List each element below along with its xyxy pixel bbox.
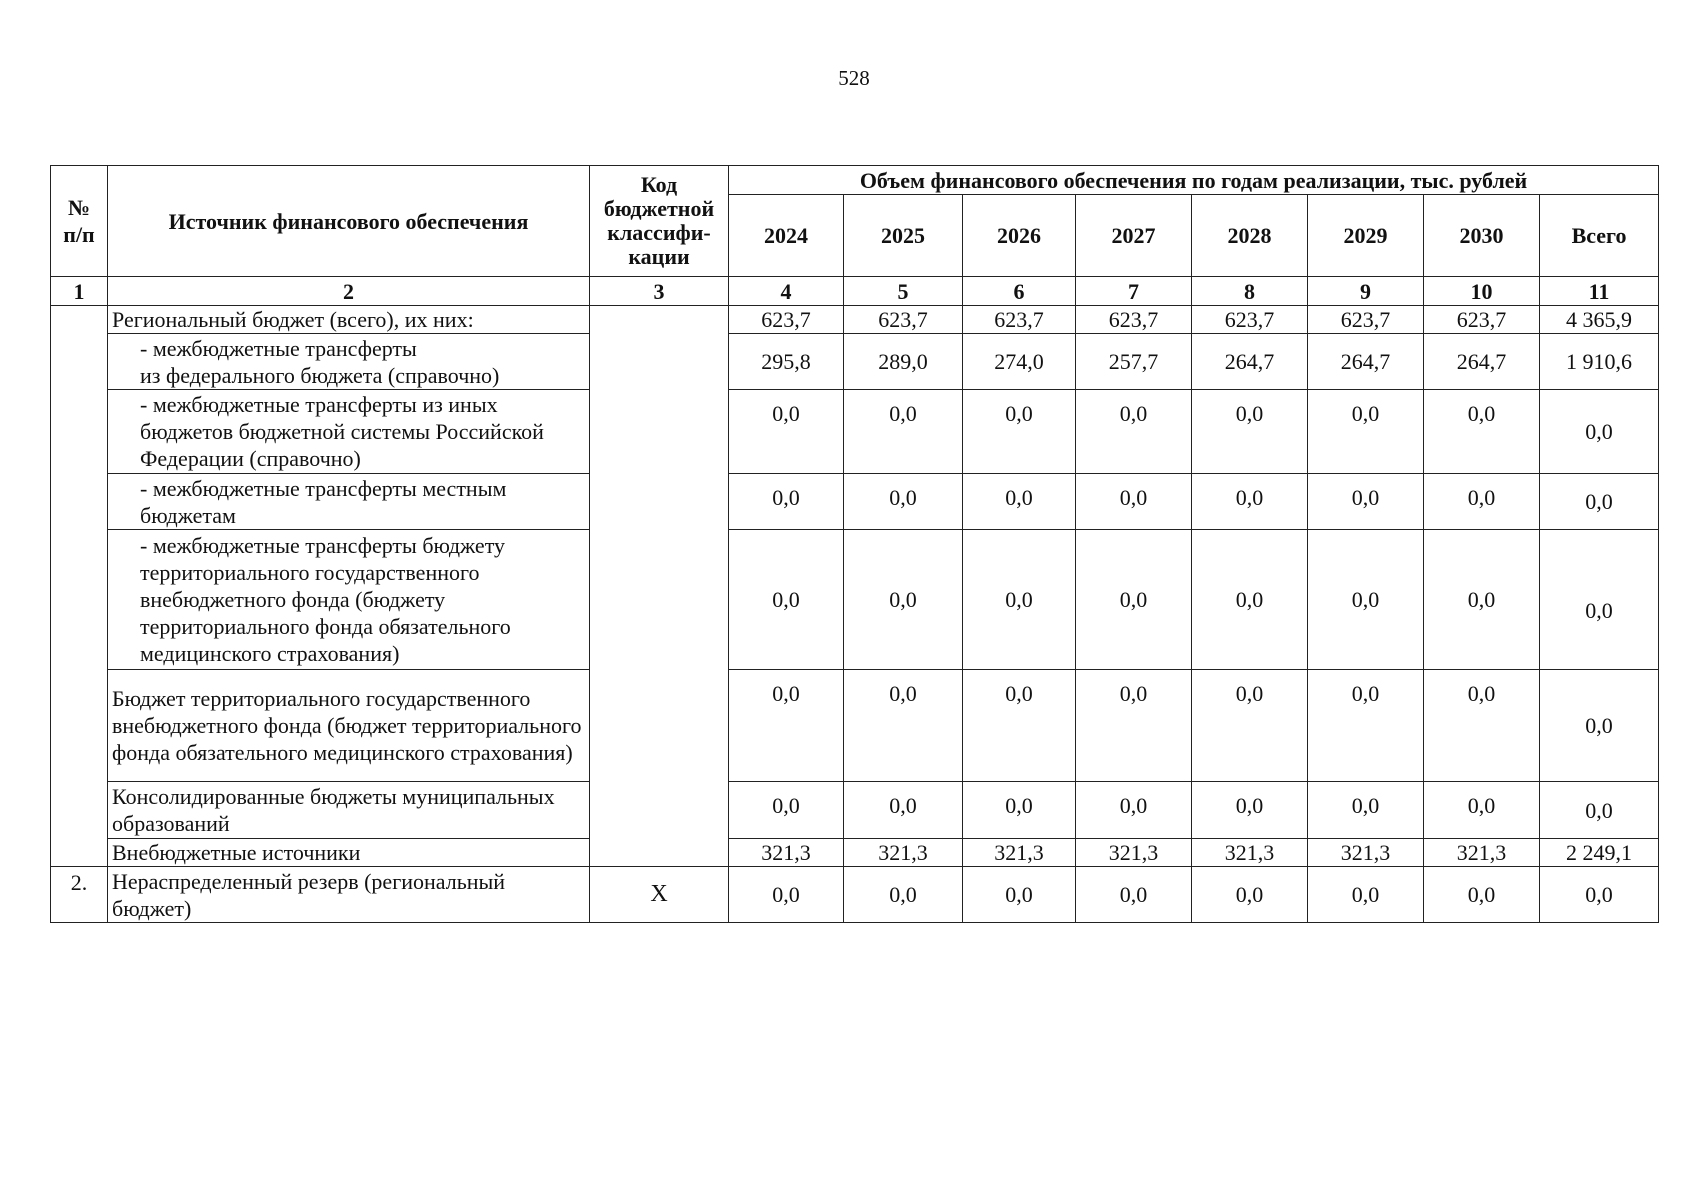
value-cell: 321,3 xyxy=(1424,839,1540,867)
table-row xyxy=(51,839,1659,867)
table-row xyxy=(51,390,1659,474)
value-cell: 264,7 xyxy=(1308,334,1424,390)
value-cell: 623,7 xyxy=(963,306,1076,334)
table-row xyxy=(51,306,1659,334)
value-cell: 0,0 xyxy=(729,782,844,839)
value-cell: 0,0 xyxy=(1192,530,1308,670)
column-number: 6 xyxy=(963,277,1076,306)
value-cell: 0,0 xyxy=(1308,390,1424,474)
header-year: 2029 xyxy=(1308,195,1424,277)
header-code: Код бюджетной классифи- кации xyxy=(590,166,729,277)
table-row xyxy=(51,670,1659,782)
value-cell: 0,0 xyxy=(1192,474,1308,530)
code-cell: X xyxy=(590,867,729,923)
value-cell: 0,0 xyxy=(1076,782,1192,839)
column-number: 4 xyxy=(729,277,844,306)
value-cell: 0,0 xyxy=(844,530,963,670)
source-cell: Региональный бюджет (всего), их них: xyxy=(108,306,590,334)
value-cell: 0,0 xyxy=(1308,530,1424,670)
value-cell: 0,0 xyxy=(1076,867,1192,923)
value-cell: 0,0 xyxy=(1076,474,1192,530)
column-number: 11 xyxy=(1540,277,1659,306)
source-cell: Бюджет территориального государственного внебюджетного фонда (бюджет территориального фонда обязательного медицинского страхования) xyxy=(108,670,590,782)
source-cell: - межбюджетные трансферты из федерального бюджета (справочно) xyxy=(108,334,590,390)
table-row xyxy=(51,867,1659,923)
value-cell: 321,3 xyxy=(1076,839,1192,867)
value-cell: 0,0 xyxy=(1424,670,1540,782)
value-cell: 264,7 xyxy=(1192,334,1308,390)
total-cell: 1 910,6 xyxy=(1540,334,1659,390)
source-cell: Консолидированные бюджеты муниципальных образований xyxy=(108,782,590,839)
value-cell: 0,0 xyxy=(1076,670,1192,782)
column-number: 10 xyxy=(1424,277,1540,306)
value-cell: 0,0 xyxy=(1424,390,1540,474)
header-year: 2026 xyxy=(963,195,1076,277)
value-cell: 0,0 xyxy=(729,867,844,923)
value-cell: 0,0 xyxy=(1192,782,1308,839)
value-cell: 0,0 xyxy=(963,782,1076,839)
source-cell: - межбюджетные трансферты из иных бюджетов бюджетной системы Российской Федерации (справочно) xyxy=(108,390,590,474)
value-cell: 0,0 xyxy=(1076,390,1192,474)
value-cell: 623,7 xyxy=(844,306,963,334)
column-number: 5 xyxy=(844,277,963,306)
value-cell: 0,0 xyxy=(963,390,1076,474)
value-cell: 0,0 xyxy=(1308,670,1424,782)
header-year: 2027 xyxy=(1076,195,1192,277)
value-cell: 623,7 xyxy=(1424,306,1540,334)
value-cell: 295,8 xyxy=(729,334,844,390)
value-cell: 274,0 xyxy=(963,334,1076,390)
page-number: 528 xyxy=(838,66,870,90)
total-cell: 0,0 xyxy=(1540,670,1659,782)
table-row xyxy=(51,474,1659,530)
value-cell: 0,0 xyxy=(963,867,1076,923)
column-number: 8 xyxy=(1192,277,1308,306)
value-cell: 0,0 xyxy=(844,474,963,530)
total-cell: 0,0 xyxy=(1540,530,1659,670)
value-cell: 0,0 xyxy=(729,474,844,530)
value-cell: 0,0 xyxy=(729,390,844,474)
value-cell: 0,0 xyxy=(1308,782,1424,839)
value-cell: 321,3 xyxy=(844,839,963,867)
value-cell: 0,0 xyxy=(1424,782,1540,839)
value-cell: 0,0 xyxy=(844,782,963,839)
value-cell: 321,3 xyxy=(1192,839,1308,867)
total-cell: 2 249,1 xyxy=(1540,839,1659,867)
value-cell: 0,0 xyxy=(1424,474,1540,530)
value-cell: 321,3 xyxy=(729,839,844,867)
value-cell: 0,0 xyxy=(1076,530,1192,670)
column-numbers-row xyxy=(51,277,1659,306)
value-cell: 264,7 xyxy=(1424,334,1540,390)
value-cell: 0,0 xyxy=(729,530,844,670)
total-cell: 0,0 xyxy=(1540,390,1659,474)
column-number: 1 xyxy=(51,277,108,306)
value-cell: 0,0 xyxy=(729,670,844,782)
value-cell: 0,0 xyxy=(963,670,1076,782)
row-number xyxy=(51,306,108,867)
value-cell: 0,0 xyxy=(963,474,1076,530)
value-cell: 0,0 xyxy=(844,867,963,923)
header-year: 2025 xyxy=(844,195,963,277)
value-cell: 0,0 xyxy=(844,670,963,782)
value-cell: 0,0 xyxy=(963,530,1076,670)
value-cell: 321,3 xyxy=(1308,839,1424,867)
value-cell: 321,3 xyxy=(963,839,1076,867)
table-row xyxy=(51,530,1659,670)
value-cell: 0,0 xyxy=(1424,867,1540,923)
total-cell: 0,0 xyxy=(1540,782,1659,839)
header-volume: Объем финансового обеспечения по годам реализации, тыс. рублей xyxy=(729,166,1659,195)
header-year: 2030 xyxy=(1424,195,1540,277)
table-row xyxy=(51,782,1659,839)
column-number: 3 xyxy=(590,277,729,306)
value-cell: 0,0 xyxy=(844,390,963,474)
value-cell: 0,0 xyxy=(1192,867,1308,923)
value-cell: 623,7 xyxy=(1308,306,1424,334)
value-cell: 623,7 xyxy=(1192,306,1308,334)
row-number: 2. xyxy=(51,867,108,923)
column-number: 7 xyxy=(1076,277,1192,306)
value-cell: 0,0 xyxy=(1308,474,1424,530)
header-year: 2028 xyxy=(1192,195,1308,277)
header-num: № п/п xyxy=(51,166,108,277)
header-year: 2024 xyxy=(729,195,844,277)
column-number: 9 xyxy=(1308,277,1424,306)
total-cell: 4 365,9 xyxy=(1540,306,1659,334)
source-cell: - межбюджетные трансферты местным бюджетам xyxy=(108,474,590,530)
value-cell: 0,0 xyxy=(1424,530,1540,670)
value-cell: 0,0 xyxy=(1308,867,1424,923)
value-cell: 0,0 xyxy=(1192,670,1308,782)
table-row xyxy=(51,334,1659,390)
source-cell: - межбюджетные трансферты бюджету территориального государственного внебюджетного фонда (бюджету территориального фонда обязательного медицинского страхования) xyxy=(108,530,590,670)
value-cell: 257,7 xyxy=(1076,334,1192,390)
source-cell: Нераспределенный резерв (региональный бюджет) xyxy=(108,867,590,923)
value-cell: 623,7 xyxy=(1076,306,1192,334)
total-cell: 0,0 xyxy=(1540,867,1659,923)
header-total: Всего xyxy=(1540,195,1659,277)
source-cell: Внебюджетные источники xyxy=(108,839,590,867)
value-cell: 623,7 xyxy=(729,306,844,334)
value-cell: 0,0 xyxy=(1192,390,1308,474)
column-number: 2 xyxy=(108,277,590,306)
code-cell xyxy=(590,306,729,867)
total-cell: 0,0 xyxy=(1540,474,1659,530)
header-source: Источник финансового обеспечения xyxy=(108,166,590,277)
value-cell: 289,0 xyxy=(844,334,963,390)
financing-table xyxy=(50,165,1659,923)
